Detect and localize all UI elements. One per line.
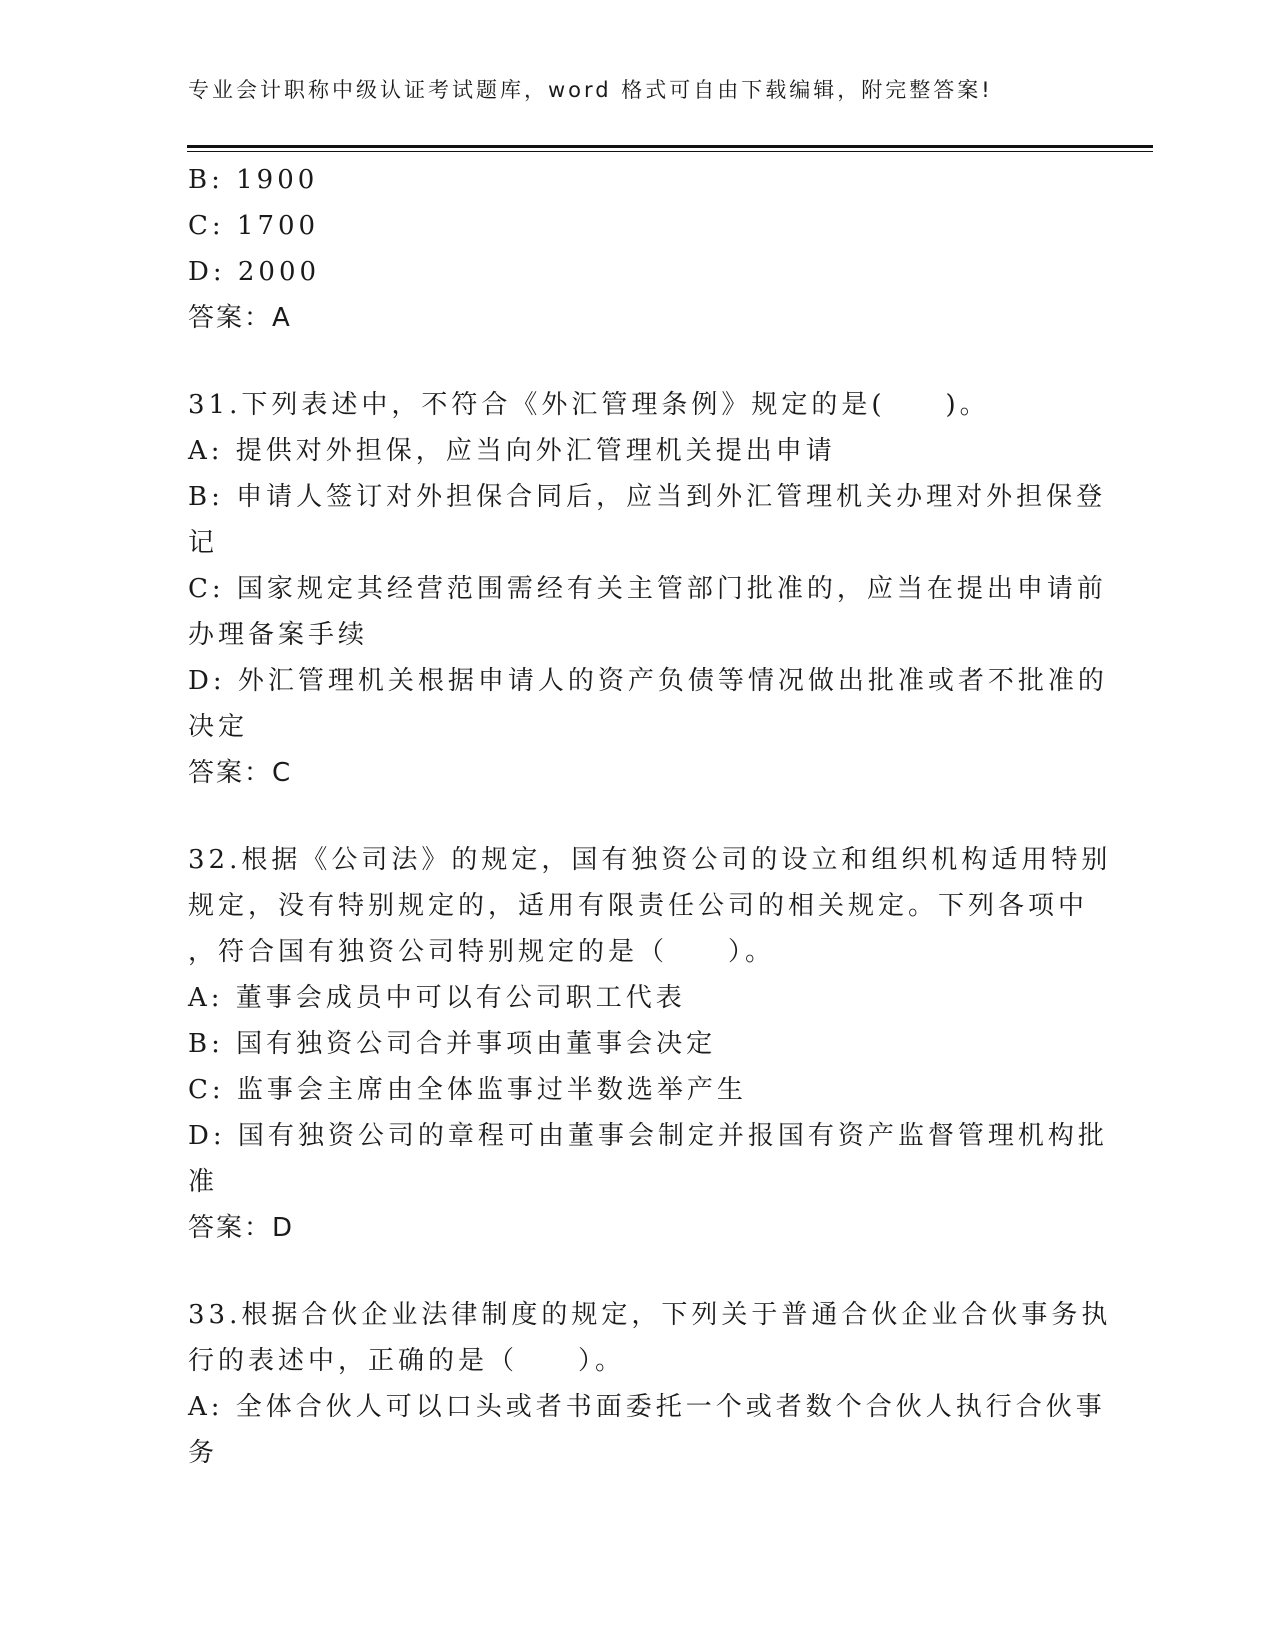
question-line: D: 外汇管理机关根据申请人的资产负债等情况做出批准或者不批准的 — [188, 666, 1108, 696]
question-line: 务 — [188, 1438, 219, 1468]
question-line: 33.根据合伙企业法律制度的规定，下列关于普通合伙企业合伙事务执 — [188, 1300, 1112, 1330]
question-line: C: 国家规定其经营范围需经有关主管部门批准的，应当在提出申请前 — [188, 574, 1107, 604]
question-line: ，符合国有独资公司特别规定的是（ ）。 — [188, 937, 776, 967]
question-line: B: 国有独资公司合并事项由董事会决定 — [188, 1029, 717, 1059]
question-content — [188, 157, 1112, 1476]
answer-line: 答案：C — [188, 758, 293, 788]
question-line: 31.下列表述中，不符合《外汇管理条例》规定的是( )。 — [188, 390, 990, 420]
block-spacer — [188, 1251, 1088, 1292]
question-line: C: 1700 — [188, 211, 320, 241]
question-line: 记 — [188, 528, 219, 558]
answer-line: 答案：D — [188, 1213, 295, 1243]
answer-line: 答案：A — [188, 303, 292, 333]
question-line: B: 1900 — [188, 165, 319, 195]
question-line: D: 国有独资公司的章程可由董事会制定并报国有资产监督管理机构批 — [188, 1121, 1108, 1151]
question-line: A: 董事会成员中可以有公司职工代表 — [188, 983, 686, 1013]
question-line: A: 提供对外担保，应当向外汇管理机关提出申请 — [188, 436, 836, 466]
header-rule-thick — [187, 145, 1153, 148]
question-line: B: 申请人签订对外担保合同后，应当到外汇管理机关办理对外担保登 — [188, 482, 1107, 512]
question-line: 准 — [188, 1167, 219, 1197]
question-line: 行的表述中，正确的是（ ）。 — [188, 1346, 626, 1376]
question-line: 决定 — [188, 712, 249, 742]
question-line: 办理备案手续 — [188, 620, 369, 650]
page-header: 专业会计职称中级认证考试题库，word 格式可自由下载编辑，附完整答案! — [188, 78, 993, 102]
question-line: C: 监事会主席由全体监事过半数选举产生 — [188, 1075, 747, 1105]
question-line: A: 全体合伙人可以口头或者书面委托一个或者数个合伙人执行合伙事 — [188, 1392, 1106, 1422]
question-line: D: 2000 — [188, 257, 321, 287]
question-line: 32.根据《公司法》的规定，国有独资公司的设立和组织机构适用特别 — [188, 845, 1112, 875]
block-spacer — [188, 341, 1088, 382]
question-line: 规定，没有特别规定的，适用有限责任公司的相关规定。下列各项中 — [188, 891, 1089, 921]
block-spacer — [188, 796, 1088, 837]
header-rule-thin — [187, 151, 1153, 152]
